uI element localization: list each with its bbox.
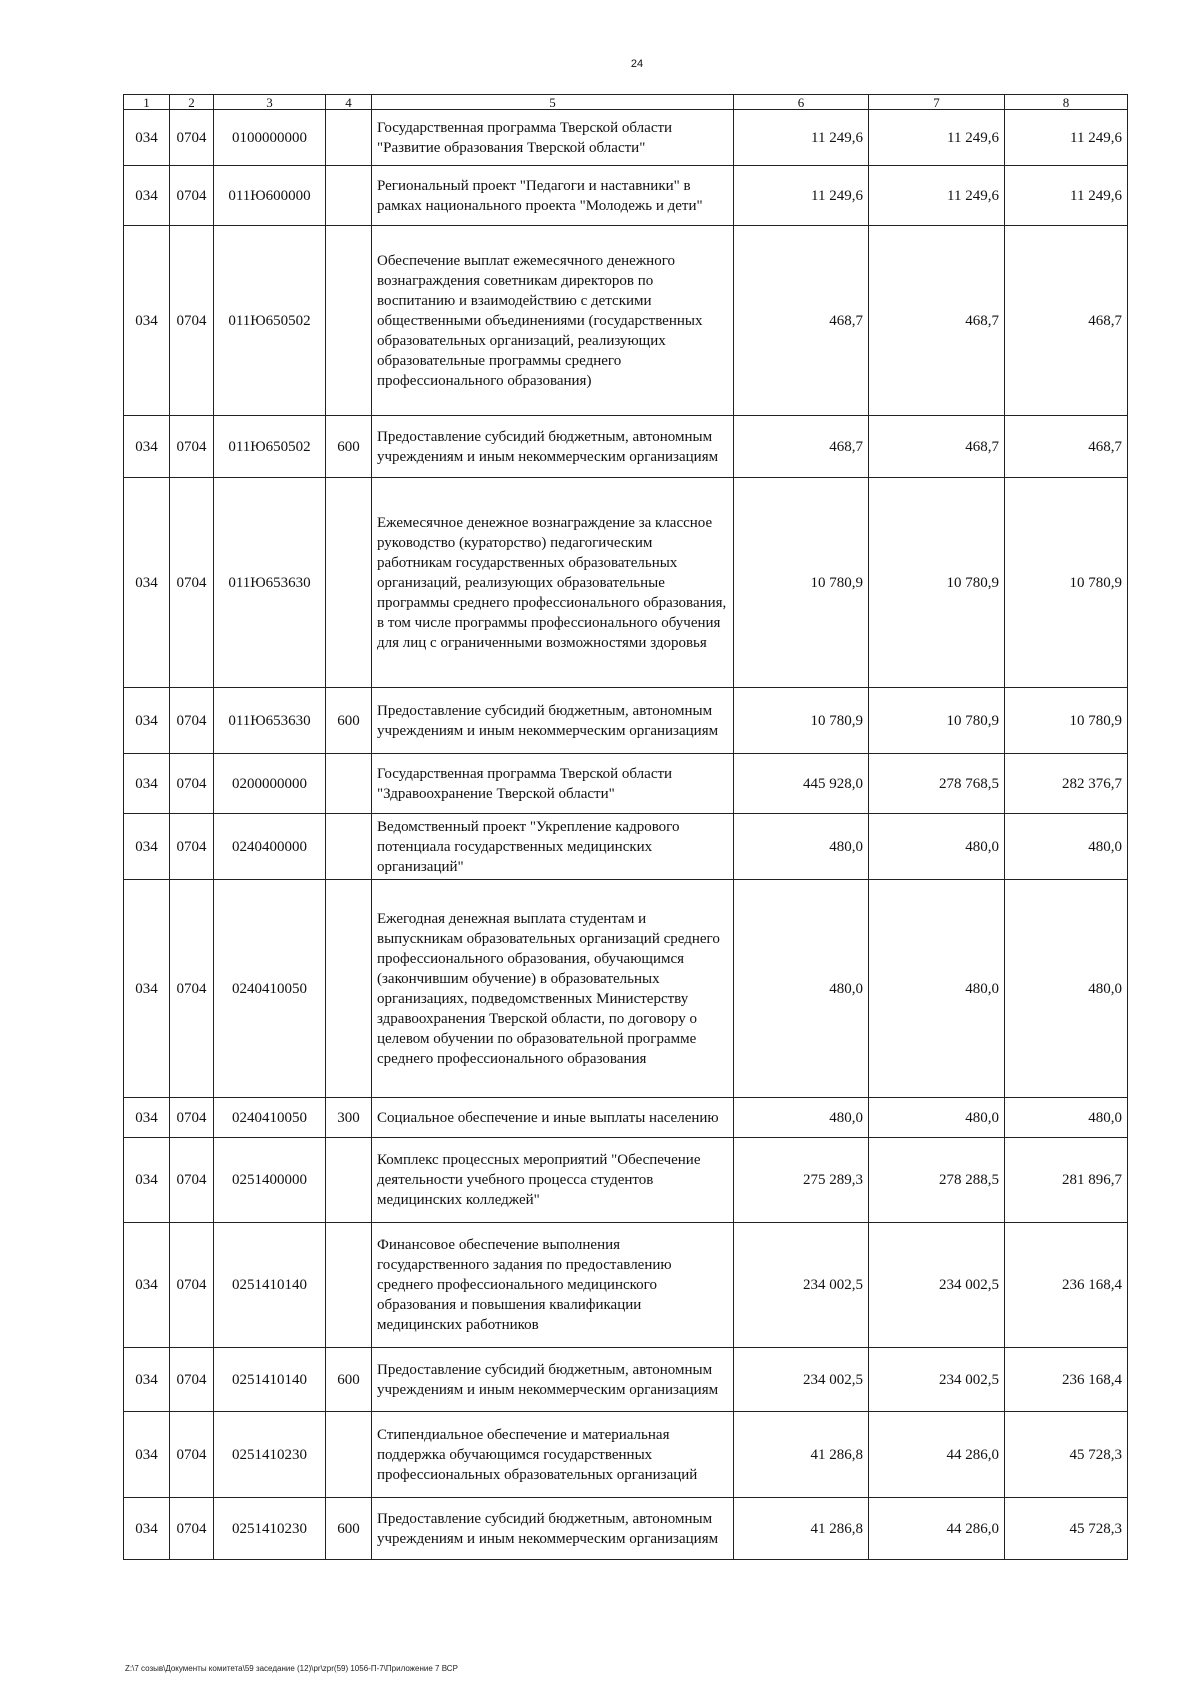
item-name: Предоставление субсидий бюджетным, автономным учреждениям и иным некоммерческим организациям — [372, 1348, 734, 1412]
amount-col7: 480,0 — [869, 814, 1005, 880]
item-name: Ведомственный проект "Укрепление кадрового потенциала государственных медицинских организаций" — [372, 814, 734, 880]
ministry-code: 034 — [124, 688, 170, 754]
amount-col6: 468,7 — [734, 226, 869, 416]
target-article: 0251410230 — [214, 1498, 326, 1560]
table-row — [124, 416, 1128, 478]
target-article: 011Ю653630 — [214, 688, 326, 754]
col-header-8: 8 — [1005, 95, 1128, 110]
table-row — [124, 478, 1128, 688]
amount-col7: 234 002,5 — [869, 1348, 1005, 1412]
section-code: 0704 — [170, 814, 214, 880]
ministry-code: 034 — [124, 1498, 170, 1560]
ministry-code: 034 — [124, 1412, 170, 1498]
amount-col8: 468,7 — [1005, 226, 1128, 416]
footer-file-path: Z:\7 созыв\Документы комитета\59 заседание (12)\pr\zpr(59) 1056-П-7\Приложение 7 ВСР — [125, 1664, 458, 1673]
amount-col7: 44 286,0 — [869, 1498, 1005, 1560]
table-row — [124, 688, 1128, 754]
section-code: 0704 — [170, 688, 214, 754]
item-name: Социальное обеспечение и иные выплаты населению — [372, 1098, 734, 1138]
table-row — [124, 166, 1128, 226]
col-header-5: 5 — [372, 95, 734, 110]
section-code: 0704 — [170, 166, 214, 226]
col-header-6: 6 — [734, 95, 869, 110]
section-code: 0704 — [170, 226, 214, 416]
col-header-1: 1 — [124, 95, 170, 110]
item-name: Государственная программа Тверской области "Развитие образования Тверской области" — [372, 110, 734, 166]
amount-col8: 11 249,6 — [1005, 166, 1128, 226]
target-article: 0251410230 — [214, 1412, 326, 1498]
section-code: 0704 — [170, 1412, 214, 1498]
amount-col8: 45 728,3 — [1005, 1498, 1128, 1560]
amount-col7: 11 249,6 — [869, 110, 1005, 166]
amount-col8: 236 168,4 — [1005, 1348, 1128, 1412]
target-article: 011Ю650502 — [214, 416, 326, 478]
budget-table — [123, 94, 1128, 1560]
ministry-code: 034 — [124, 880, 170, 1098]
section-code: 0704 — [170, 416, 214, 478]
amount-col6: 234 002,5 — [734, 1223, 869, 1348]
table-row — [124, 226, 1128, 416]
expense-type — [326, 754, 372, 814]
amount-col7: 468,7 — [869, 226, 1005, 416]
amount-col6: 480,0 — [734, 880, 869, 1098]
expense-type: 600 — [326, 688, 372, 754]
amount-col6: 480,0 — [734, 814, 869, 880]
table-row — [124, 814, 1128, 880]
item-name: Ежемесячное денежное вознаграждение за классное руководство (кураторство) педагогическим работникам государственных образовательных организаций, реализующих образовательные программы среднего профессионального образования, в том числе программы профессионального обучения для лиц с ограниченными возможностями здоровья — [372, 478, 734, 688]
amount-col8: 480,0 — [1005, 814, 1128, 880]
ministry-code: 034 — [124, 814, 170, 880]
amount-col7: 278 768,5 — [869, 754, 1005, 814]
section-code: 0704 — [170, 880, 214, 1098]
table-row — [124, 754, 1128, 814]
table-row — [124, 1138, 1128, 1223]
ministry-code: 034 — [124, 416, 170, 478]
ministry-code: 034 — [124, 166, 170, 226]
amount-col6: 41 286,8 — [734, 1498, 869, 1560]
item-name: Ежегодная денежная выплата студентам и выпускникам образовательных организаций среднего профессионального образования, обучающимся (закончившим обучение) в образовательных организациях, подведомственных Министерству здравоохранения Тверской области, по договору о целевом обучении по образовательной программе среднего профессионального образования — [372, 880, 734, 1098]
column-number-row — [124, 95, 1128, 110]
ministry-code: 034 — [124, 1348, 170, 1412]
col-header-2: 2 — [170, 95, 214, 110]
target-article: 0251400000 — [214, 1138, 326, 1223]
amount-col7: 480,0 — [869, 1098, 1005, 1138]
table-row — [124, 110, 1128, 166]
item-name: Финансовое обеспечение выполнения государственного задания по предоставлению среднего профессионального медицинского образования и повышения квалификации медицинских работников — [372, 1223, 734, 1348]
amount-col7: 278 288,5 — [869, 1138, 1005, 1223]
section-code: 0704 — [170, 1223, 214, 1348]
expense-type — [326, 814, 372, 880]
amount-col8: 281 896,7 — [1005, 1138, 1128, 1223]
amount-col8: 480,0 — [1005, 1098, 1128, 1138]
amount-col6: 10 780,9 — [734, 688, 869, 754]
table-row — [124, 1412, 1128, 1498]
expense-type — [326, 166, 372, 226]
amount-col6: 11 249,6 — [734, 110, 869, 166]
target-article: 0100000000 — [214, 110, 326, 166]
amount-col6: 10 780,9 — [734, 478, 869, 688]
amount-col7: 468,7 — [869, 416, 1005, 478]
amount-col7: 480,0 — [869, 880, 1005, 1098]
target-article: 011Ю600000 — [214, 166, 326, 226]
item-name: Предоставление субсидий бюджетным, автономным учреждениям и иным некоммерческим организациям — [372, 1498, 734, 1560]
expense-type: 600 — [326, 416, 372, 478]
amount-col8: 236 168,4 — [1005, 1223, 1128, 1348]
item-name: Стипендиальное обеспечение и материальная поддержка обучающимся государственных профессиональных образовательных организаций — [372, 1412, 734, 1498]
expense-type — [326, 478, 372, 688]
amount-col8: 11 249,6 — [1005, 110, 1128, 166]
section-code: 0704 — [170, 1138, 214, 1223]
ministry-code: 034 — [124, 110, 170, 166]
table-row — [124, 1223, 1128, 1348]
amount-col7: 234 002,5 — [869, 1223, 1005, 1348]
expense-type: 600 — [326, 1348, 372, 1412]
ministry-code: 034 — [124, 478, 170, 688]
table-row — [124, 880, 1128, 1098]
col-header-4: 4 — [326, 95, 372, 110]
target-article: 011Ю650502 — [214, 226, 326, 416]
expense-type — [326, 226, 372, 416]
section-code: 0704 — [170, 754, 214, 814]
section-code: 0704 — [170, 1348, 214, 1412]
target-article: 0240410050 — [214, 1098, 326, 1138]
target-article: 0200000000 — [214, 754, 326, 814]
section-code: 0704 — [170, 110, 214, 166]
item-name: Предоставление субсидий бюджетным, автономным учреждениям и иным некоммерческим организациям — [372, 416, 734, 478]
section-code: 0704 — [170, 1098, 214, 1138]
amount-col7: 11 249,6 — [869, 166, 1005, 226]
target-article: 0251410140 — [214, 1223, 326, 1348]
col-header-7: 7 — [869, 95, 1005, 110]
col-header-3: 3 — [214, 95, 326, 110]
page-number: 24 — [630, 58, 644, 70]
amount-col7: 44 286,0 — [869, 1412, 1005, 1498]
expense-type — [326, 1412, 372, 1498]
item-name: Комплекс процессных мероприятий "Обеспечение деятельности учебного процесса студентов медицинских колледжей" — [372, 1138, 734, 1223]
target-article: 0240410050 — [214, 880, 326, 1098]
amount-col7: 10 780,9 — [869, 688, 1005, 754]
table-row — [124, 1098, 1128, 1138]
amount-col6: 480,0 — [734, 1098, 869, 1138]
amount-col8: 10 780,9 — [1005, 688, 1128, 754]
expense-type: 300 — [326, 1098, 372, 1138]
section-code: 0704 — [170, 478, 214, 688]
expense-type — [326, 1223, 372, 1348]
amount-col8: 45 728,3 — [1005, 1412, 1128, 1498]
expense-type — [326, 880, 372, 1098]
expense-type — [326, 1138, 372, 1223]
amount-col7: 10 780,9 — [869, 478, 1005, 688]
ministry-code: 034 — [124, 1138, 170, 1223]
amount-col8: 480,0 — [1005, 880, 1128, 1098]
target-article: 0240400000 — [214, 814, 326, 880]
ministry-code: 034 — [124, 226, 170, 416]
ministry-code: 034 — [124, 1098, 170, 1138]
amount-col6: 445 928,0 — [734, 754, 869, 814]
amount-col8: 10 780,9 — [1005, 478, 1128, 688]
item-name: Предоставление субсидий бюджетным, автономным учреждениям и иным некоммерческим организациям — [372, 688, 734, 754]
section-code: 0704 — [170, 1498, 214, 1560]
item-name: Обеспечение выплат ежемесячного денежного вознаграждения советникам директоров по воспитанию и взаимодействию с детскими общественными объединениями (государственных образовательных организаций, реализующих образовательные программы среднего профессионального образования) — [372, 226, 734, 416]
ministry-code: 034 — [124, 754, 170, 814]
target-article: 011Ю653630 — [214, 478, 326, 688]
table-row — [124, 1348, 1128, 1412]
amount-col8: 282 376,7 — [1005, 754, 1128, 814]
table-row — [124, 1498, 1128, 1560]
amount-col8: 468,7 — [1005, 416, 1128, 478]
target-article: 0251410140 — [214, 1348, 326, 1412]
item-name: Региональный проект "Педагоги и наставники" в рамках национального проекта "Молодежь и дети" — [372, 166, 734, 226]
item-name: Государственная программа Тверской области "Здравоохранение Тверской области" — [372, 754, 734, 814]
expense-type: 600 — [326, 1498, 372, 1560]
ministry-code: 034 — [124, 1223, 170, 1348]
amount-col6: 468,7 — [734, 416, 869, 478]
amount-col6: 41 286,8 — [734, 1412, 869, 1498]
amount-col6: 275 289,3 — [734, 1138, 869, 1223]
amount-col6: 11 249,6 — [734, 166, 869, 226]
expense-type — [326, 110, 372, 166]
amount-col6: 234 002,5 — [734, 1348, 869, 1412]
